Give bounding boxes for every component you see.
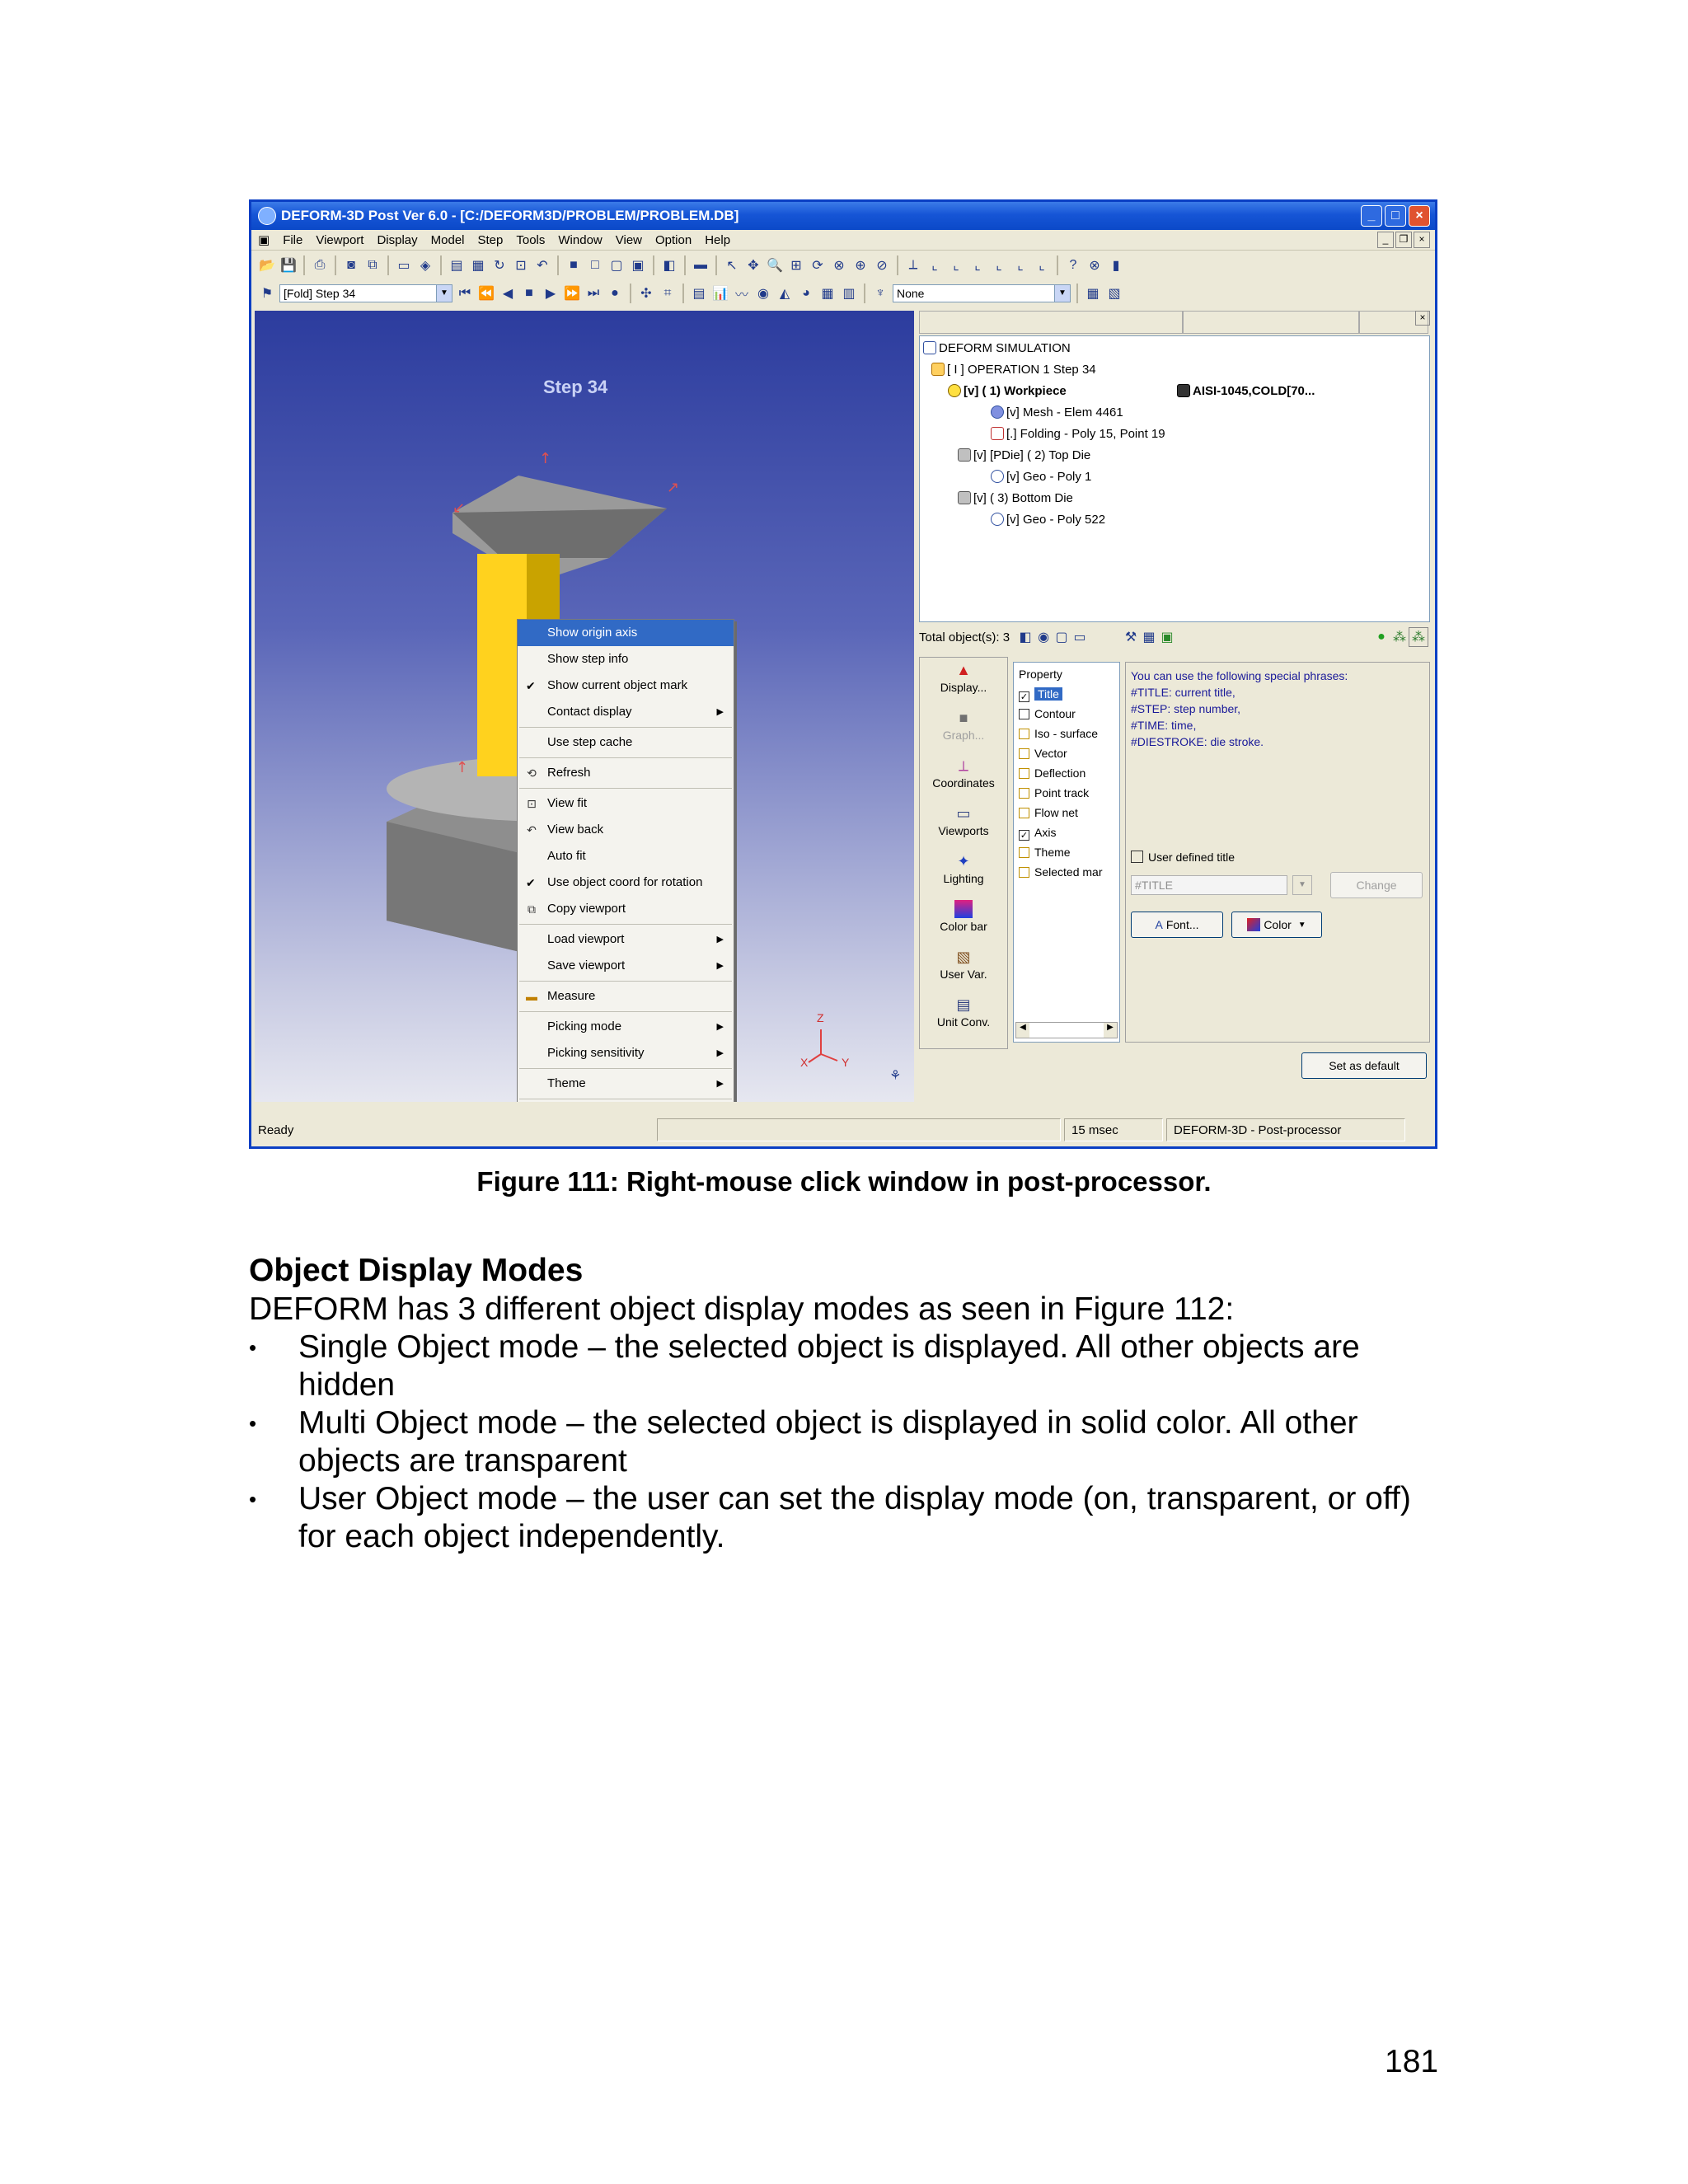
button-label: Coordinates [932, 776, 995, 790]
rotate-x-icon[interactable]: ⊗ [833, 259, 845, 273]
single-object-icon[interactable]: ◧ [1019, 630, 1032, 644]
measure-icon: ▬ [526, 990, 537, 1003]
horizontal-scrollbar[interactable] [1015, 1022, 1118, 1038]
menu-item-show-current-object-mark[interactable] [518, 673, 734, 699]
tree-bottom-geo[interactable] [991, 511, 1105, 529]
menu-item-auto-fit[interactable] [518, 843, 734, 869]
axis-y-label: Y [842, 1056, 850, 1069]
menu-tools[interactable]: Tools [516, 232, 546, 247]
list-item: • User Object mode – the user can set the display mode (on, transparent, or off) for each object independently. [249, 1480, 1452, 1556]
select-icon[interactable]: ↖ [726, 259, 738, 273]
property-deflection[interactable] [1019, 765, 1085, 781]
view-yz-icon[interactable]: ⌞ [953, 259, 959, 273]
axis-z-label: Z [817, 1011, 824, 1024]
status-bar [251, 1113, 1435, 1146]
export-icon[interactable]: ▣ [1160, 630, 1174, 644]
menu-item-label: Measure [547, 989, 596, 1003]
title-input-value: #TITLE [1135, 879, 1173, 892]
menu-item-label: Refresh [547, 766, 591, 780]
property-title[interactable] [1019, 686, 1062, 702]
viewports-icon: ▭ [956, 805, 971, 822]
back-icon[interactable]: ↶ [537, 259, 548, 273]
menu-viewport[interactable]: Viewport [316, 232, 364, 247]
tree-node-label: [v] [PDie] ( 2) Top Die [973, 448, 1091, 462]
tree-header [919, 311, 1428, 335]
property-selected-mark[interactable] [1019, 864, 1102, 880]
mesh-icon[interactable]: ⌗ [663, 286, 672, 300]
mdi-icon: ▣ [258, 233, 270, 247]
tree-operation[interactable] [931, 361, 1096, 379]
viewport-3d[interactable] [255, 311, 914, 1102]
change-button[interactable] [1330, 872, 1423, 898]
svg-text:↙: ↙ [452, 499, 466, 517]
report-icon[interactable]: ▥ [842, 287, 856, 301]
tree-root[interactable] [923, 340, 1071, 358]
property-label: Deflection [1034, 766, 1086, 780]
menu-step[interactable]: Step [477, 232, 504, 247]
menu-item-label: Auto fit [547, 849, 586, 863]
axis-x-label: X [800, 1056, 809, 1069]
property-point-track[interactable] [1019, 785, 1089, 801]
record-icon[interactable]: ● [611, 286, 619, 300]
checkbox[interactable] [1019, 768, 1029, 779]
menu-item-save-viewport[interactable] [518, 953, 734, 979]
title-settings-panel [1125, 662, 1430, 1043]
simulation-icon [923, 341, 936, 354]
checkbox[interactable] [1019, 867, 1029, 878]
die-icon [958, 448, 971, 462]
button-label: Color [1264, 918, 1292, 931]
play-icon[interactable]: ▶ [545, 287, 556, 301]
tree-mesh[interactable] [991, 404, 1123, 422]
menu-item-refresh[interactable] [518, 760, 734, 786]
next-fast-icon[interactable]: ⏩ [564, 287, 580, 301]
svg-text:↑: ↑ [539, 450, 552, 467]
title-bar [251, 202, 1435, 230]
copy-viewport-icon: ⧉ [528, 902, 536, 916]
minimize-button[interactable]: _ [1361, 205, 1382, 227]
user-var-icon: ▧ [956, 949, 971, 965]
phrase-line: #TITLE: current title, [1131, 686, 1236, 699]
property-theme[interactable] [1019, 844, 1071, 860]
menu-item-show-step-info[interactable] [518, 646, 734, 673]
button-label: Lighting [943, 872, 984, 885]
first-step-icon[interactable]: ⏮ [458, 286, 471, 300]
checkbox[interactable] [1019, 729, 1029, 739]
check-icon: ✔ [526, 876, 536, 889]
button-label: Display... [940, 681, 987, 694]
property-label: Selected mar [1034, 865, 1103, 879]
view-back-icon: ↶ [527, 823, 537, 837]
green-dot-icon[interactable]: ● [1377, 630, 1386, 644]
window-title: DEFORM-3D Post Ver 6.0 - [C:/DEFORM3D/PROBLEM/PROBLEM.DB] [281, 208, 739, 223]
die-icon [958, 491, 971, 504]
workpiece-icon [948, 384, 961, 397]
menu-item-label: View back [547, 823, 604, 837]
variable-combo[interactable] [893, 284, 1071, 302]
font-button[interactable] [1131, 912, 1223, 938]
help-icon[interactable]: ? [1069, 258, 1077, 272]
tree-node-label: [v] Mesh - Elem 4461 [1006, 405, 1123, 419]
flow-icon[interactable]: 〰 [734, 288, 748, 302]
user-object-icon[interactable]: ▢ [1055, 630, 1068, 644]
tool-icon[interactable]: ⚒ [1124, 630, 1137, 644]
property-vector[interactable] [1019, 745, 1067, 762]
prev-step-icon[interactable]: ◀ [502, 287, 513, 301]
menu-item-copy-viewport[interactable] [518, 896, 734, 922]
object-panel [916, 311, 1435, 1102]
submenu-arrow-icon: ▶ [716, 961, 724, 971]
menu-item-view-back[interactable] [518, 817, 734, 843]
user-defined-label: User defined title [1148, 851, 1236, 864]
rotate-y-icon[interactable]: ⊕ [855, 259, 866, 273]
rotate-icon[interactable]: ⟳ [812, 259, 823, 273]
contour-icon[interactable]: ◉ [757, 287, 769, 301]
window-icon[interactable]: ▭ [397, 259, 410, 273]
color-swatch-icon [1247, 918, 1260, 931]
menu-item-contact-display[interactable] [518, 699, 734, 725]
tree-node-label: [.] Folding - Poly 15, Point 19 [1006, 427, 1165, 441]
stop-play-icon[interactable]: ■ [525, 286, 533, 300]
lighting-button[interactable] [920, 852, 1007, 885]
button-label: Set as default [1329, 1059, 1400, 1072]
print-icon[interactable]: ⎙ [314, 258, 326, 272]
menu-item-label: Show origin axis [547, 626, 638, 640]
view-xy-icon[interactable]: ⌞ [931, 259, 938, 273]
menu-item-label: Theme [547, 1076, 586, 1090]
phrase-line: #TIME: time, [1131, 719, 1197, 732]
property-iso-surface[interactable] [1019, 725, 1098, 742]
main-toolbar [251, 251, 1435, 279]
maximize-button[interactable]: □ [1385, 205, 1406, 227]
tree-top-geo[interactable] [991, 468, 1091, 486]
axes-icon[interactable]: ⟂ [908, 258, 918, 272]
submenu-arrow-icon: ▶ [716, 707, 724, 717]
legend-icon[interactable]: ▦ [1086, 287, 1100, 301]
preview-icon[interactable]: ◈ [420, 259, 431, 273]
scroll-right-icon[interactable]: ▶ [1104, 1023, 1117, 1038]
button-label: Color bar [940, 920, 987, 933]
menu-item-load-viewport[interactable] [518, 926, 734, 953]
point-icon[interactable]: ✣ [640, 287, 652, 301]
chevron-down-icon[interactable]: ▼ [1292, 875, 1312, 895]
tree-node-label: [v] Geo - Poly 522 [1006, 513, 1106, 527]
menu-display[interactable]: Display [377, 232, 418, 247]
ruler-icon[interactable]: ▬ [694, 258, 707, 272]
checkbox[interactable] [1019, 808, 1029, 818]
menu-model[interactable]: Model [430, 232, 465, 247]
unit-conv-button[interactable] [920, 996, 1007, 1029]
tree-workpiece[interactable] [948, 382, 1067, 401]
menu-bar [251, 230, 1435, 251]
solid-icon[interactable]: ■ [570, 258, 578, 272]
button-label: Font... [1165, 918, 1199, 931]
menu-item-label: Contact display [547, 705, 632, 719]
legend-edit-icon[interactable]: ▧ [1108, 287, 1121, 301]
menu-view[interactable]: View [615, 232, 642, 247]
property-header: Property [1019, 668, 1062, 681]
variable-combo-value: None [897, 287, 925, 300]
figure-caption: Figure 111: Right-mouse click window in post-processor. [476, 1166, 1212, 1197]
refresh-toolbar-icon[interactable]: ↻ [494, 259, 505, 273]
menu-file[interactable]: File [283, 232, 303, 247]
menu-item-use-object-coord[interactable] [518, 869, 734, 896]
status-app [1166, 1118, 1405, 1141]
special-phrases [1131, 668, 1348, 750]
section-heading: Object Display Modes [249, 1253, 584, 1288]
checkbox[interactable] [1019, 748, 1029, 759]
property-label: Axis [1034, 826, 1057, 839]
scroll-left-icon[interactable]: ◀ [1016, 1023, 1029, 1038]
status-ready [251, 1118, 654, 1141]
menu-item-label: View fit [547, 796, 588, 810]
object-icon[interactable]: ◧ [663, 259, 676, 273]
graph-button[interactable] [920, 709, 1007, 742]
tree-folding[interactable] [991, 425, 1165, 443]
geometry-icon [991, 470, 1004, 483]
app-icon [258, 207, 276, 225]
property-label: Vector [1034, 747, 1067, 760]
checkbox-checked[interactable]: ✓ [1020, 831, 1029, 841]
object-off-icon[interactable]: ▭ [1073, 630, 1086, 644]
folding-icon [991, 427, 1004, 440]
save-icon[interactable]: 💾 [280, 259, 297, 273]
unit-conv-icon: ▤ [956, 996, 971, 1013]
tree-node-label: [v] Geo - Poly 1 [1006, 470, 1092, 484]
viewports-button[interactable] [920, 804, 1007, 837]
property-list [1013, 662, 1120, 1043]
view-yx-icon[interactable]: ⌞ [996, 259, 1002, 273]
svg-text:↑: ↑ [456, 759, 469, 776]
intro-paragraph: DEFORM has 3 different object display modes as seen in Figure 112: [249, 1291, 1235, 1327]
page-number: 181 [1385, 2044, 1439, 2079]
material-icon [1177, 384, 1190, 397]
step-toolbar [251, 279, 1435, 307]
property-label: Point track [1034, 786, 1090, 799]
submenu-arrow-icon: ▶ [716, 935, 724, 944]
display-button[interactable] [920, 661, 1007, 694]
plot-icon[interactable]: ◭ [779, 287, 790, 301]
status-text: DEFORM-3D - Post-processor [1174, 1122, 1342, 1137]
deform-post-window [249, 199, 1437, 1149]
camera-icon[interactable]: ◙ [347, 258, 355, 272]
multi-object-icon[interactable]: ◉ [1038, 630, 1050, 644]
button-label: Change [1356, 879, 1397, 892]
mdi-restore-button[interactable]: ❐ [1395, 232, 1412, 248]
checkbox[interactable] [1019, 788, 1029, 799]
lighting-icon: ✦ [957, 853, 970, 869]
checkbox[interactable] [1131, 851, 1143, 863]
panel-close-icon[interactable]: × [1415, 311, 1430, 326]
property-label: Iso - surface [1034, 727, 1099, 740]
checkbox[interactable] [1019, 709, 1029, 719]
rotate-z-icon[interactable]: ⊘ [876, 259, 888, 273]
viewport-cursor-icon: ⚘ [889, 1069, 902, 1083]
color-bar-icon [954, 900, 973, 918]
mesh-icon [991, 405, 1004, 419]
set-as-default-button[interactable] [1301, 1052, 1427, 1079]
copy-icon[interactable]: ⧉ [368, 258, 377, 272]
font-icon: A [1155, 918, 1163, 931]
group-selected-icon[interactable]: ⁂ [1409, 627, 1428, 647]
checkbox[interactable] [1019, 847, 1029, 858]
status-text: Ready [258, 1122, 294, 1137]
tile-icon[interactable]: ▦ [471, 259, 485, 273]
exit-icon[interactable]: ▮ [1112, 259, 1120, 273]
svg-text:↗: ↗ [667, 479, 680, 496]
tree-node-label: DEFORM SIMULATION [939, 341, 1071, 355]
list-item: • Multi Object mode – the selected object is displayed in solid color. All other objects are transparent [249, 1404, 1452, 1480]
color-bar-button[interactable] [920, 900, 1007, 933]
button-label: Graph... [942, 729, 985, 742]
display-modes-list [249, 1329, 1452, 1556]
menu-item-label: Picking sensitivity [547, 1046, 645, 1060]
list-item: • Single Object mode – the selected object is displayed. All other objects are hidden [249, 1329, 1452, 1404]
menu-item-label: Load viewport [547, 932, 625, 946]
chevron-down-icon: ▼ [1054, 285, 1070, 302]
layout-icon[interactable]: ▤ [450, 259, 463, 273]
tree-node-label: [v] ( 1) Workpiece [964, 384, 1067, 398]
total-objects: Total object(s): 3 [919, 630, 1010, 644]
user-var-button[interactable] [920, 948, 1007, 981]
fit-icon[interactable]: ⊡ [515, 259, 527, 273]
open-icon[interactable]: 📂 [259, 259, 275, 273]
button-label: User Var. [940, 968, 987, 981]
object-status-row [919, 626, 1428, 649]
step-label: Step 34 [543, 377, 608, 397]
zoom-icon[interactable]: 🔍 [767, 259, 783, 273]
wire-icon[interactable]: ▢ [610, 259, 623, 273]
property-flow-net[interactable] [1019, 804, 1078, 821]
chevron-down-icon: ▼ [436, 285, 452, 302]
phrase-line: #STEP: step number, [1131, 702, 1241, 715]
status-empty [657, 1118, 1061, 1141]
table-view-icon[interactable]: ▦ [1142, 630, 1156, 644]
variable-icon[interactable]: ♆ [875, 286, 885, 300]
menu-item-picking-mode[interactable] [518, 1014, 734, 1040]
menu-item-use-step-cache[interactable] [518, 729, 734, 756]
menu-item-label: Copy viewport [547, 902, 626, 916]
phrase-line: #DIESTROKE: die stroke. [1131, 735, 1264, 748]
menu-item-set-as-default[interactable] [518, 1101, 734, 1102]
menu-help[interactable]: Help [705, 232, 731, 247]
property-label: Contour [1034, 707, 1076, 720]
menu-item-label: Use object coord for rotation [547, 875, 703, 889]
tree-node-label: AISI-1045,COLD[70... [1193, 384, 1315, 398]
submenu-arrow-icon: ▶ [716, 1079, 724, 1089]
display-icon: ▲ [956, 662, 971, 678]
menu-item-label: Save viewport [547, 958, 626, 972]
button-label: Unit Conv. [936, 1015, 991, 1029]
hidden-icon[interactable]: ▣ [631, 259, 645, 273]
menu-item-view-fit[interactable] [518, 790, 734, 817]
mdi-minimize-button[interactable]: _ [1377, 232, 1394, 248]
property-label: Flow net [1034, 806, 1078, 819]
status-text: 15 msec [1071, 1122, 1118, 1137]
tree-bottom-die[interactable] [958, 490, 1073, 508]
menu-item-label: Show current object mark [547, 678, 688, 692]
phrase-line: You can use the following special phrases: [1131, 669, 1348, 682]
submenu-arrow-icon: ▶ [716, 1048, 724, 1058]
close-button[interactable]: × [1409, 205, 1430, 227]
mdi-close-button[interactable]: × [1414, 232, 1430, 248]
menu-item-picking-sensitivity[interactable] [518, 1040, 734, 1066]
button-label: Viewports [938, 824, 989, 837]
title-input[interactable] [1131, 875, 1287, 895]
menu-item-measure[interactable] [518, 983, 734, 1010]
coordinates-icon: ⟂ [958, 757, 968, 774]
last-step-icon[interactable]: ⏭ [587, 286, 600, 300]
tree-node-label: [ I ] OPERATION 1 Step 34 [947, 363, 1096, 377]
property-axis[interactable] [1019, 824, 1056, 841]
transparent-icon[interactable]: □ [591, 258, 599, 272]
pan-icon[interactable]: ✥ [748, 259, 759, 273]
summary-icon[interactable]: ▤ [692, 287, 706, 301]
stop-icon[interactable]: ⊗ [1089, 259, 1100, 273]
zoom-box-icon[interactable]: ⊞ [790, 259, 802, 273]
view-zx-icon[interactable]: ⌞ [974, 259, 981, 273]
property-label: Theme [1034, 846, 1071, 859]
step-combo[interactable] [279, 284, 452, 302]
geometry-icon [991, 513, 1004, 526]
coordinates-button[interactable] [920, 757, 1007, 790]
menu-item-label: Use step cache [547, 735, 633, 749]
menu-window[interactable]: Window [558, 232, 603, 247]
step-combo-value: [Fold] Step 34 [284, 287, 356, 300]
view-zy-icon[interactable]: ⌞ [1017, 259, 1024, 273]
object-tree [919, 335, 1430, 622]
group-icon[interactable]: ⁂ [1393, 630, 1406, 644]
color-button[interactable] [1231, 912, 1322, 938]
graph-icon: ■ [959, 710, 968, 726]
refresh-icon: ⟲ [527, 766, 537, 780]
tree-material[interactable] [1177, 382, 1315, 401]
chevron-down-icon: ▼ [1297, 920, 1306, 930]
status-time [1064, 1118, 1163, 1141]
view-fit-icon: ⊡ [527, 797, 537, 810]
display-tools-column [919, 657, 1008, 1049]
step-mode-icon[interactable]: ⚑ [260, 287, 274, 301]
tree-top-die[interactable] [958, 447, 1090, 465]
view-xz-icon[interactable]: ⌞ [1039, 259, 1045, 273]
user-defined-title-option[interactable] [1131, 851, 1235, 864]
menu-item-label: Picking mode [547, 1019, 622, 1033]
submenu-arrow-icon: ▶ [716, 1022, 724, 1032]
table-icon[interactable]: ▦ [821, 287, 834, 301]
color-icon[interactable]: ◕ [802, 286, 810, 300]
menu-item-show-origin-axis[interactable] [518, 620, 734, 646]
menu-option[interactable]: Option [655, 232, 692, 247]
menu-item-theme[interactable] [518, 1071, 734, 1097]
tree-node-label: [v] ( 3) Bottom Die [973, 491, 1073, 505]
checkbox-checked[interactable]: ✓ [1020, 692, 1029, 702]
operation-icon [931, 363, 945, 376]
menu-item-label: Show step info [547, 652, 629, 666]
context-menu [517, 619, 734, 1102]
graph-icon[interactable]: 📊 [712, 287, 729, 301]
prev-fast-icon[interactable]: ⏪ [478, 287, 495, 301]
property-label: Title [1034, 687, 1062, 701]
property-contour[interactable] [1019, 705, 1076, 722]
check-icon: ✔ [526, 679, 536, 692]
